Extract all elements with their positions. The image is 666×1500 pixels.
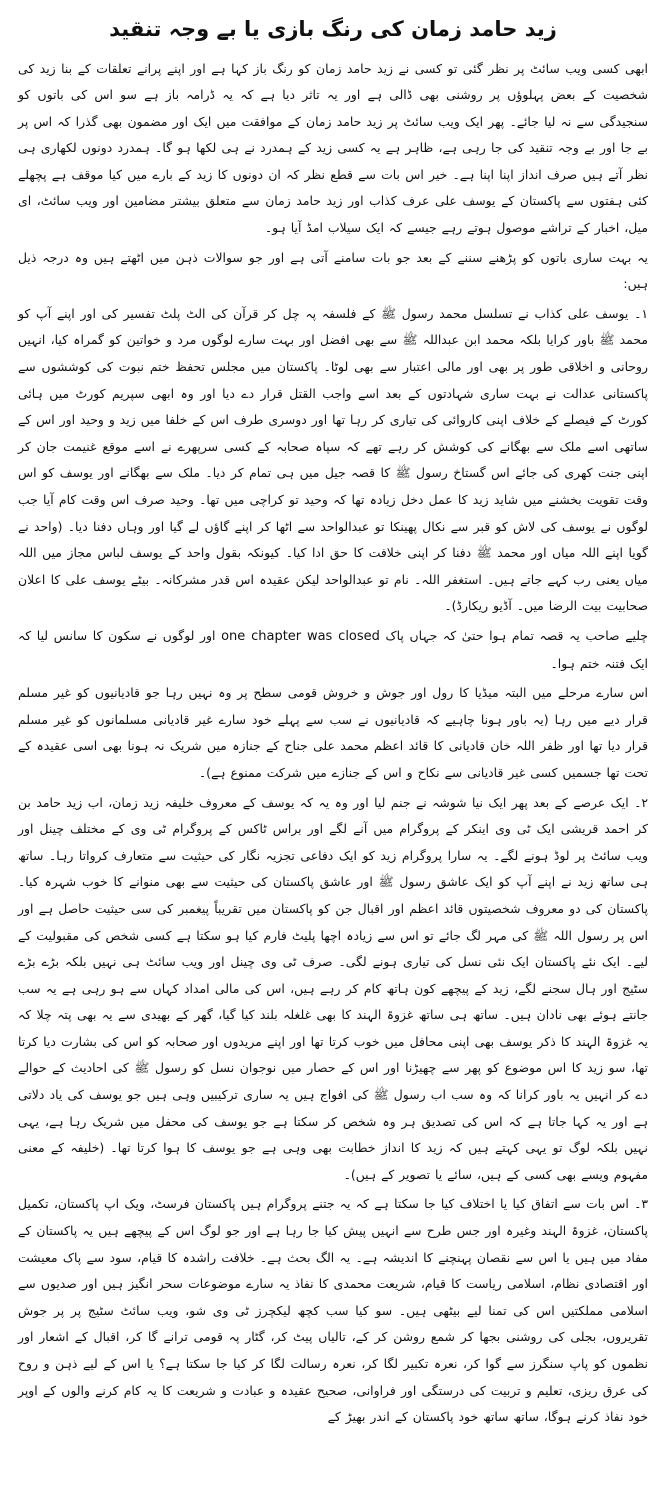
media-role-paragraph: اس سارے مرحلے میں البتہ میڈیا کا رول اور جوش و خروش قومی سطح پر وہ نہیں رہا جو قادیانیوں کو غیر مسلم قرار دیے میں رہا (یہ باور ہونا چاہیے کہ قادیانیوں نے سب سے پہلے خود سارے غیر قادیانی مسلمانوں کو غیر مسلم قرار دیا تھا اور ظفر اللہ خان قادیانی کا قائد اعظم محمد علی جناح کے جنازہ میں شریک نہ ہونا بھی اسی عقیدہ کے تحت تھا جسمیں کسی غیر قادیانی سے نکاح و اس کے جنازے میں شرکت ممنوع ہے)۔ [18,685,648,780]
closing-text-after: اور لوگوں نے سکون کا سانس لیا کہ ایک فتنہ ختم ہوا۔ [18,627,648,671]
point-1-closing-paragraph [18,623,648,677]
point-2-paragraph: ۲۔ ایک عرصے کے بعد پھر ایک نیا شوشہ نے جنم لیا اور وہ یہ کہ یوسف کے معروف خلیفہ زید زمان، اب زید حامد بن کر احمد قریشی ایک ٹی وی اینکر کے پروگرام میں آنے لگے اور براس ٹاکس کے پروگرام ٹی وی کے مختلف چینل اور ویب سائٹ پر لوڈ ہونے لگے۔ یہ سارا پروگرام زید کو ایک دفاعی تجزیہ نگار کی حیثیت سے متعارف کرواتا رہا۔ ساتھ ہی ساتھ زید نے اپنے آپ کو ایک عاشق رسول ﷺ اور عاشق پاکستان کی حیثیت سے بھی منوانے کا خوب شہرہ کیا۔ پاکستان کی دو معروف شخصیتوں قائد اعظم اور اقبال جن کو پاکستان میں تقریباً پیغمبر کی سی حیثیت حاصل ہے اور اس پر رسول اللہ ﷺ کی مہر لگ جائے تو اس سے زیادہ اچھا پلیٹ فارم کیا ہو سکتا ہے کسی شخص کی مقبولیت کے لیے۔ ایک نئے پاکستان ایک نئی نسل کی تیاری ہونے لگی۔ صرف ٹی وی چینل اور ویب سائٹ ہی نہیں بلکہ بڑے بڑے سٹیج اور ہال سجنے لگے، زید کے پیچھے کون ہاتھ کام کر رہے ہیں، اس کی مالی امداد کہاں سے ہو رہی ہے یہ سب جانتے ہوئے بھی نادان ہیں۔ ساتھ ہی ساتھ غزوۃ الہند کا بھی غلغلہ بلند کیا گیا، گھر کے بھیدی سے یہ بھی پتہ چلا کہ یہ غزوۃ الہند کا ذکر یوسف بھی اپنی محافل میں خوب کرتا تھا اور اپنے مریدوں اور صحابہ کو اس کی بشارت دیا کرتا تھا، سو زید کا اس موضوع کو پھر سے چھیڑنا اور اس کے حصار میں نوجوان نسل کو رسول ﷺ کی احادیث کے حوالے دے کر انہیں یہ باور کرانا کہ وہ سب اب رسول ﷺ کی افواج ہیں یہ ساری ترکیبیں وہی ہیں جو یوسف کی یاد دلاتی ہے اور یہ کہا جاتا ہے کہ اس کی تصدیق ہر وہ شخص کر سکتا ہے جو یوسف کی محفل میں شریک رہا ہے، یہی نہیں بلکہ لوگ تو یہی کہتے ہیں کہ زید کا انداز خطابت بھی وہی ہے جو یوسف کا ہوا کرتا تھا۔ (خلیفہ کے معنی مفہوم ویسے بھی کسی کے ہیں، سائے یا تصویر کے ہیں)۔ [18,794,648,1182]
article-body [18,56,648,1431]
questions-intro-paragraph: یہ بہت ساری باتوں کو پڑھنے سننے کے بعد جو بات سامنے آتی ہے اور جو سوالات ذہن میں اٹھتے ہیں وہ درجہ ذیل ہیں: [18,249,648,292]
article-title: زید حامد زمان کی رنگ بازی یا بے وجہ تنقید [109,17,557,41]
closing-text-before: چلیے صاحب یہ قصہ تمام ہوا حتیٰ کہ جہاں پاک [385,627,648,643]
english-phrase: one chapter was closed [221,628,380,644]
point-3-paragraph: ۳۔ اس بات سے اتفاق کیا یا اختلاف کیا جا سکتا ہے کہ یہ جتنے پروگرام ہیں پاکستان فرسٹ، ویک اپ پاکستان، تکمیل پاکستان، غزوۃ الہند وغیرہ اور جس طرح سے انہیں پیش کیا جا رہا ہے اور جو لوگ اس کے پیچھے ہیں یہ پاکستان کے مفاد میں ہیں یا اس سے نقصان پہنچنے کا اندیشہ ہے۔ یہ الگ بحث ہے۔ خلافت راشدہ کا قیام، سود سے پاک معیشت اور اقتصادی نظام، اسلامی ریاست کا قیام، شریعت محمدی کا نفاذ یہ سارے موضوعات سحر انگیز ہیں اور صدیوں سے اسلامی مملکتیں اس کی تمنا لیے بیٹھی ہیں۔ سو کیا سب کچھ لیکچرز ٹی وی شو، ویب سائٹ سٹیج پر پر جوش تقریروں، بجلی کی روشنی بجھا کر شمع روشن کر کے، تالیاں پیٹ کر، گٹار پہ قومی ترانے گا کر، اقبال کے اشعار اور نظموں کو پاپ سنگرز سے گوا کر، نعرہ تکبیر لگا کر، نعرہ رسالت لگا کر کیا جا سکتا ہے؟ یا اس کے لیے ذہن و روح کی عرق ریزی، تعلیم و تربیت کی درستگی اور فراوانی، صحیح عقیدہ و عبادت و شریعت کا یہ کام کرنے والوں کے اوپر خود نفاذ کرنے ہوگا، ساتھ ساتھ خود پاکستان کے اندر بھیڑ کے [18,1196,648,1425]
point-1-paragraph: ۱۔ یوسف علی کذاب نے تسلسل محمد رسول ﷺ کے فلسفہ پہ چل کر قرآن کی الٹ پلٹ تفسیر کی اور اپنے آپ کو محمد ﷺ باور کرایا بلکہ محمد ابن عبداللہ ﷺ سے بھی افضل اور بہت سارے لوگوں مرد و خواتین کو گمراہ کیا، انہیں روحانی و اخلاقی طور پر بھی اور مالی اعتبار سے بھی لوٹا۔ پاکستان میں مجلس تحفظ ختم نبوت کی کوششوں سے پاکستانی عدالت نے بہت ساری شہادتوں کے بعد اسے واجب القتل قرار دے دیا اور وہ ابھی سپریم کورٹ میں ہائی کورٹ کے فیصلے کے خلاف اپنی کاروائی کی تیاری کر رہا تھا اور دوسری طرف اس کے خلفا میں زید و وحید اور اس کے ساتھی اسے ملک سے بھگانے کی کوشش کر رہے تھے کہ سپاہ صحابہ کے کسی سرپھرے نے اسے موقع غنیمت جان کر اپنی جنت کھری کی جائے اس گستاخ رسول ﷺ کا قصہ جیل میں ہی تمام کر دیا۔ ملک سے بھگانے اور یوسف کو اس وقت تقویت بخشنے میں شاید زید کا عمل دخل زیادہ تھا کہ وحید تو کراچی میں تھا۔ وحید صرف اس وقت کام آیا جب لوگوں نے یوسف کی لاش کو قبر سے نکال پھینکا تو عبدالواحد سے اٹھا کر اپنے گاؤں لے گیا اور وہاں دفنا دیا۔ (واحد نے گویا اپنے اللہ میاں اور محمد ﷺ دفنا کر اپنی خلافت کا حق ادا کیا۔ کیونکہ بقول واحد کے یوسف لباس مجاز میں اللہ میاں یعنی رب کہے جاتے ہیں۔ استغفر اللہ۔ نام تو عبدالواحد لیکن عقیدہ اس قدر مشرکانہ۔ بیٹے یوسف علی کا اعلان صحابیت بیت الرضا میں۔ آڈیو ریکارڈ)۔ [18,305,648,614]
intro-paragraph: ابھی کسی ویب سائٹ پر نظر گئی تو کسی نے زید حامد زمان کو رنگ باز کہا ہے اور اپنے پرانے تعلقات کے بنا زید کی شخصیت کے بعض پہلوؤں پر روشنی بھی ڈالی ہے اور یہ تاثر دیا ہے کہ یہ ڈرامہ باز ہے سو اس کی باتوں کو سنجیدگی سے نہ لیا جائے۔ پھر ایک ویب سائٹ پر زید حامد زمان کے موافقت میں ایک اور مضمون بھی گذرا کہ اس پر بے جا اور بے وجہ تنقید کی جا رہی ہے، ظاہر ہے یہ کسی زید کے ہمدرد نے ہی لکھا ہو گا۔ ہمدرد دونوں لکھاری ہی نظر آتے ہیں صرف انداز اپنا اپنا ہے۔ خیر اس بات سے قطع نظر کہ ان دونوں کا زید کے بارے میں کیا موقف ہے پچھلے کئی ہفتوں سے پاکستان کے یوسف علی عرف کذاب اور زید حامد زمان سے متعلق بیشتر مضامین اور ویب سائٹ، ای میل، اخبار کے تراشے موصول ہوتے رہے جیسے کہ ایک سیلاب امڈ آیا ہو۔ [18,60,648,236]
